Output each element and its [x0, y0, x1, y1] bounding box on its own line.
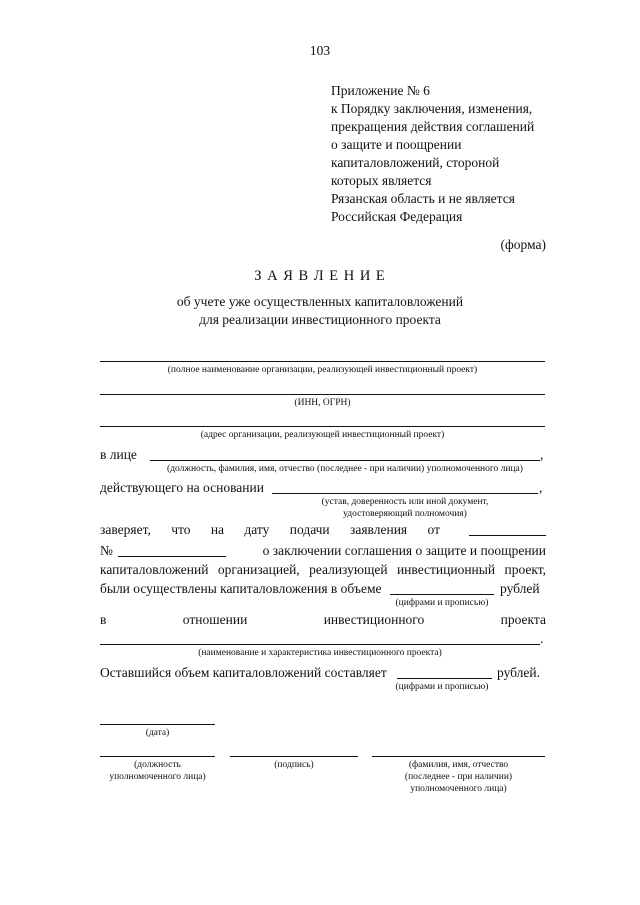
appendix-line: Рязанская область и не является — [331, 191, 515, 206]
appendix-line: Приложение № 6 — [331, 83, 430, 98]
signature-field[interactable] — [230, 756, 358, 757]
page-number: 103 — [309, 43, 331, 58]
comma: , — [540, 447, 544, 462]
full-name-caption: (фамилия, имя, отчество (последнее - при наличии) уполномоченного лица) — [404, 760, 513, 794]
period: . — [540, 631, 544, 646]
signature-date-field[interactable] — [100, 724, 215, 725]
document-title: З А Я В Л Е Н И Е — [254, 268, 386, 284]
org-name-field[interactable] — [100, 361, 545, 362]
position-field[interactable] — [100, 756, 215, 757]
remaining-amount-caption: (цифрами и прописью) — [395, 682, 489, 692]
form-label: (форма) — [500, 237, 546, 252]
date-from-field[interactable] — [469, 535, 546, 536]
agreement-text: о заключении соглашения о защите и поощрении — [262, 543, 546, 558]
position-caption: (должность уполномоченного лица) — [109, 760, 206, 782]
project-caption: (наименование и характеристика инвестиционного проекта) — [198, 648, 442, 658]
inn-caption: (ИНН, ОГРН) — [294, 398, 351, 408]
person-caption: (должность, фамилия, имя, отчество (последнее - при наличии) уполномоченного лица) — [167, 464, 523, 474]
number-label: № — [100, 543, 113, 558]
appendix-line: капиталовложений, стороной — [331, 155, 500, 170]
organization-text: капиталовложений организацией, реализующей инвестиционный проект, — [100, 562, 546, 577]
subtitle-line: для реализации инвестиционного проекта — [199, 312, 441, 327]
project-field[interactable] — [100, 644, 540, 645]
appendix-line: Российская Федерация — [331, 209, 463, 224]
document-subtitle — [0, 293, 640, 329]
rubles-label: рублей — [500, 581, 540, 596]
signature-caption: (подпись) — [274, 760, 314, 770]
amount-invested-caption: (цифрами и прописью) — [395, 598, 489, 608]
amount-invested-field[interactable] — [390, 594, 494, 595]
number-field[interactable] — [118, 556, 226, 557]
regarding-line: в отношении инвестиционного проекта — [100, 612, 546, 627]
rubles-end-label: рублей. — [497, 665, 541, 680]
remaining-text: Оставшийся объем капиталовложений составляет — [100, 665, 387, 680]
in-person-label: в лице — [100, 447, 137, 462]
appendix-block — [331, 82, 571, 226]
remaining-amount-field[interactable] — [397, 678, 492, 679]
person-field[interactable] — [150, 460, 540, 461]
address-field[interactable] — [100, 426, 545, 427]
appendix-line: о защите и поощрении — [331, 137, 462, 152]
were-made-text: были осуществлены капиталовложения в объеме — [100, 581, 382, 596]
full-name-field[interactable] — [372, 756, 545, 757]
basis-field[interactable] — [272, 493, 538, 494]
acting-label: действующего на основании — [100, 480, 264, 495]
org-name-caption: (полное наименование организации, реализующей инвестиционный проект) — [167, 365, 478, 375]
appendix-line: которых является — [331, 173, 432, 188]
certifies-line: заверяет, что на дату подачи заявления от — [100, 522, 440, 537]
subtitle-line: об учете уже осуществленных капиталовложений — [176, 294, 464, 309]
address-caption: (адрес организации, реализующей инвестиционный проект) — [200, 430, 445, 440]
basis-caption: (устав, доверенность или иной документ, удостоверяющий полномочия) — [321, 497, 489, 519]
inn-field[interactable] — [100, 394, 545, 395]
appendix-line: к Порядку заключения, изменения, — [331, 101, 533, 116]
appendix-line: прекращения действия соглашений — [331, 119, 535, 134]
comma: , — [539, 480, 543, 495]
signature-date-caption: (дата) — [145, 728, 170, 738]
